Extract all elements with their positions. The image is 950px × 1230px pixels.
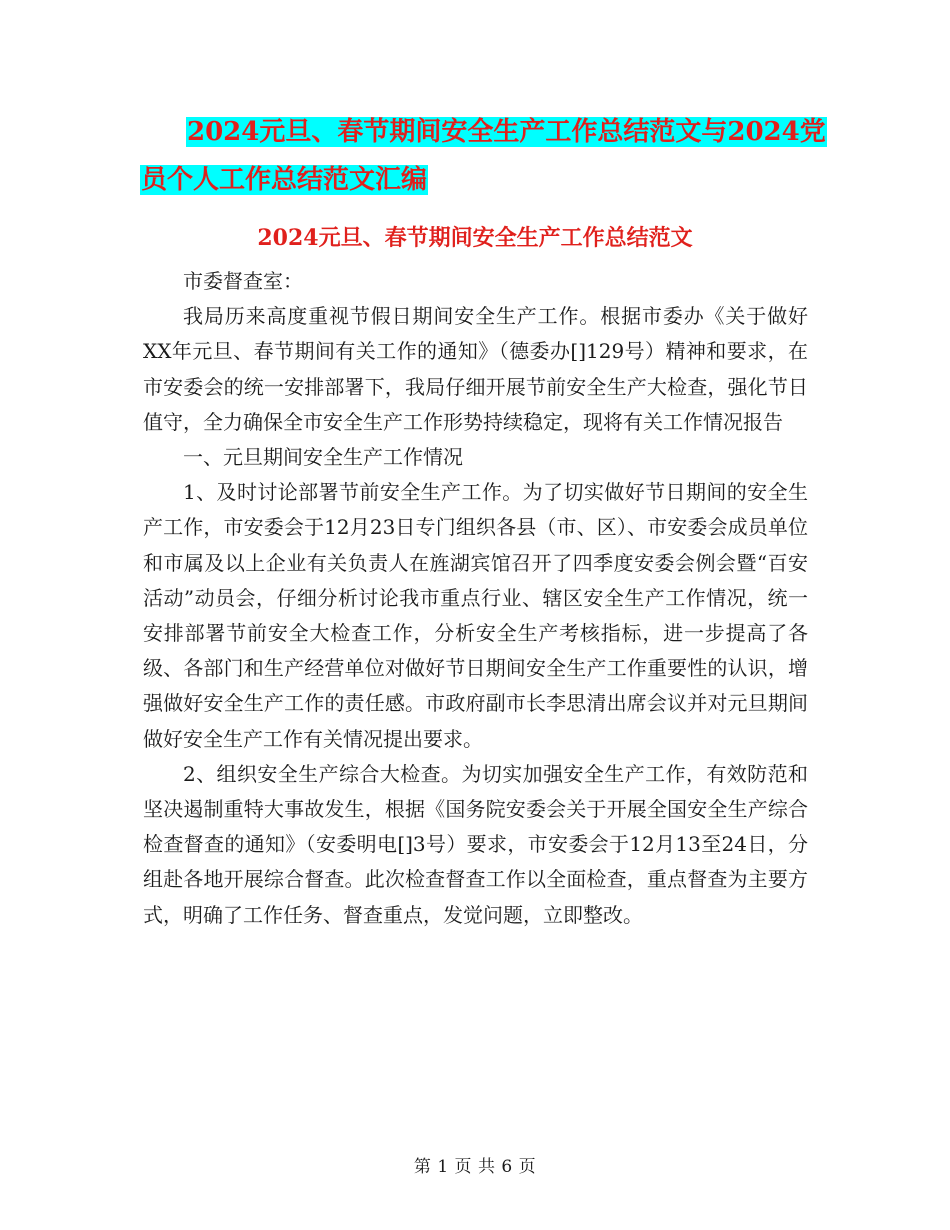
page-footer: 第 1 页 共 6 页 (413, 1157, 537, 1177)
salutation: 市委督查室： (183, 269, 303, 293)
paragraph-item-1: 1、及时讨论部署节前安全生产工作。为了切实做好节日期间的安全生产工作，市安委会于12月23日专门组织各县（市、区）、市安委会成员单位和市属及以上企业有关负责人在旌湖宾馆召开了四季度安委会例会暨“百安活动”动员会，仔细分析讨论我市重点行业、辖区安全生产工作情况，统一安排部署节前安全大检查工作，分析安全生产考核指标，进一步提高了各级、各部门和生产经营单位对做好节日期间安全生产工作重要性的认识，增强做好安全生产工作的责任感。市政府副市长李思清出席会议并对元旦期间做好安全生产工作有关情况提出要求。 (143, 480, 808, 751)
document-body (143, 264, 808, 933)
paragraph-item-2: 2、组织安全生产综合大检查。为切实加强安全生产工作，有效防范和坚决遏制重特大事故发生，根据《国务院安委会关于开展全国安全生产综合检查督查的通知》（安委明电[]3号）要求，市安委会于12月13至24日，分组赴各地开展综合督查。此次检查督查工作以全面检查，重点督查为主要方式，明确了工作任务、督查重点，发觉问题，立即整改。 (143, 761, 808, 927)
section-title: 2024元旦、春节期间安全生产工作总结范文 (257, 225, 693, 251)
title-line-1: 2024元旦、春节期间安全生产工作总结范文与2024党 (187, 117, 826, 147)
title-line-2: 员个人工作总结范文汇编 (141, 165, 428, 195)
section-heading: 一、元旦期间安全生产工作情况 (183, 445, 463, 470)
document-title (140, 108, 840, 204)
paragraph-intro: 我局历来高度重视节假日期间安全生产工作。根据市委办《关于做好XX年元旦、春节期间有关工作的通知》（德委办[]129号）精神和要求，在市安委会的统一安排部署下，我局仔细开展节前安全生产大检查，强化节日值守，全力确保全市安全生产工作形势持续稳定，现将有关工作情况报告 (143, 304, 808, 434)
